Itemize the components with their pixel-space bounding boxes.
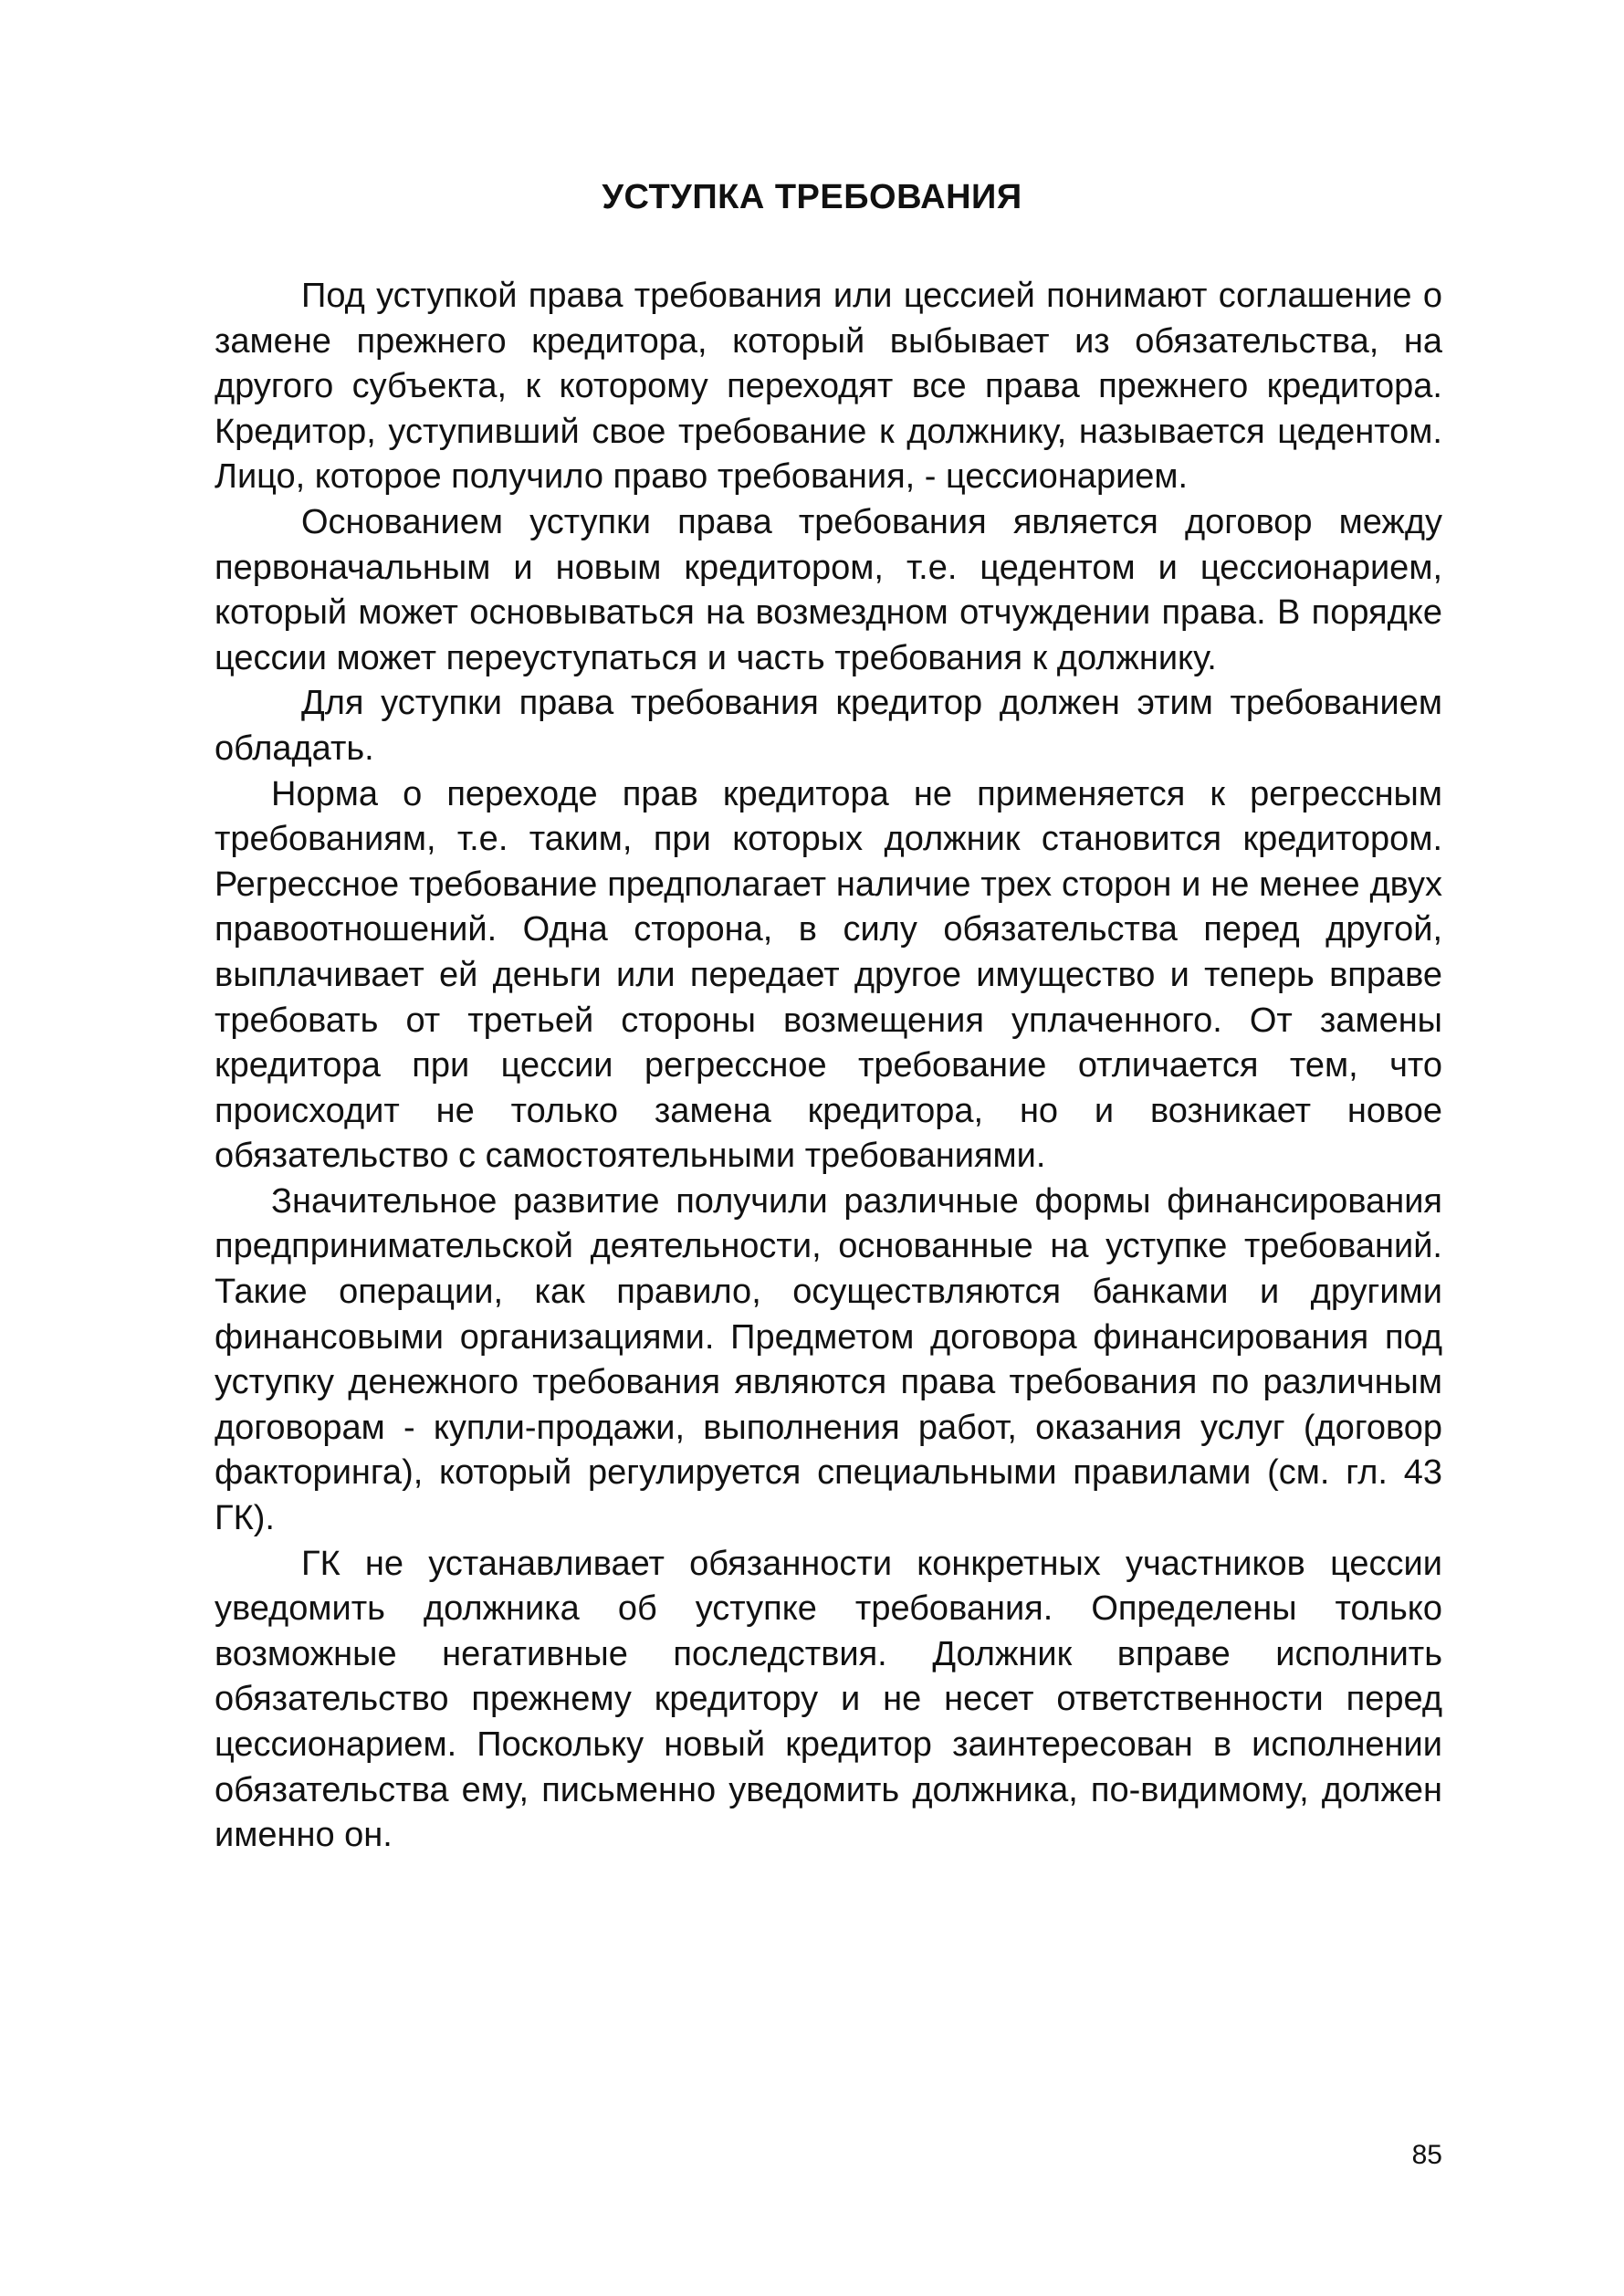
- paragraph-creditor-requirement: Для уступки права требования кредитор должен этим требованием обладать.: [215, 684, 1442, 768]
- paragraph-regress-claims: Норма о переходе прав кредитора не применяется к регрессным требованиям, т.е. таким, при которых должник становится кредитором. Регрессное требование предполагает наличие трех сторон и не менее двух правоотношений. Одна сторона, в силу обязательства перед другой, выплачивает ей деньги или передает другое имущество и теперь вправе требовать от третьей стороны возмещения уплаченного. От замены кредитора при цессии регрессное требование отличается тем, что происходит не только замена кредитора, но и возникает новое обязательство с самостоятельными требованиями.: [215, 774, 1442, 1176]
- paragraph-debtor-notification: ГК не устанавливает обязанности конкретных участников цессии уведомить должника об уступке требования. Определены только возможные негативные последствия. Должник вправе исполнить обязательство прежнему кредитору и не несет ответственности перед цессионарием. Поскольку новый кредитор заинтересован в исполнении обязательства ему, письменно уведомить должника, по-видимому, должен именно он.: [215, 1544, 1442, 1855]
- paragraph-cession-basis: Основанием уступки права требования является договор между первоначальным и новым кредитором, т.е. цедентом и цессионарием, который может основываться на возмездном отчуждении права. В порядке цессии может переуступаться и часть требования к должнику.: [215, 502, 1442, 677]
- page-number: 85: [1411, 2140, 1442, 2170]
- document-body: [215, 274, 1442, 1859]
- paragraph-financing: Значительное развитие получили различные формы финансирования предпринимательской деятельности, основанные на уступке требований. Такие операции, как правило, осуществляются банками и другими финансовыми организациями. Предметом договора финансирования под уступку денежного требования являются права требования по различным договорам - купли-продажи, выполнения работ, оказания услуг (договор факторинга), который регулируется специальными правилами (см. гл. 43 ГК).: [215, 1181, 1442, 1538]
- paragraph-cession-definition: Под уступкой права требования или цессией понимают соглашение о замене прежнего кредитора, который выбывает из обязательства, на другого субъекта, к которому переходят все права прежнего кредитора. Кредитор, уступивший свое требование к должнику, называется цедентом. Лицо, которое получило право требования, - цессионарием.: [215, 277, 1442, 497]
- page-title: УСТУПКА ТРЕБОВАНИЯ: [602, 178, 1022, 216]
